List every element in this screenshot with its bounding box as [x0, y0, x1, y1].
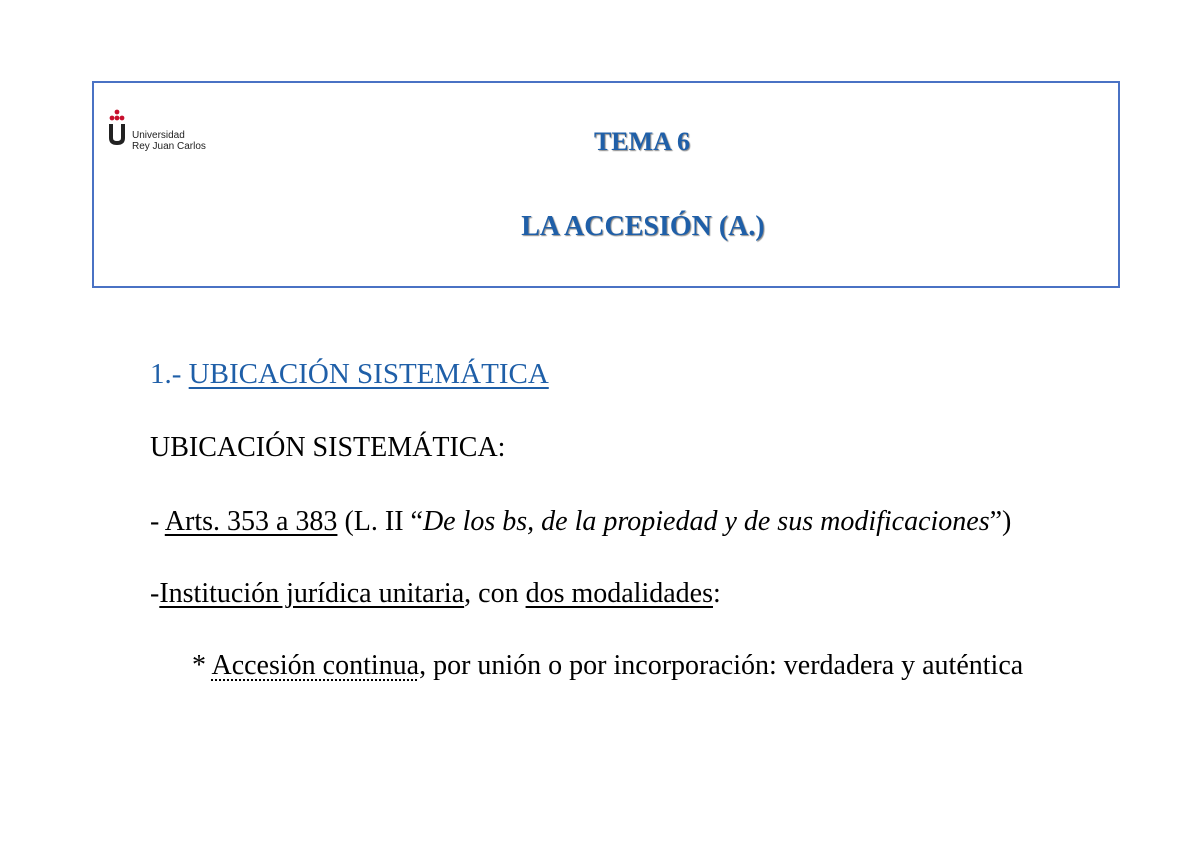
logo-line-1: Universidad: [132, 130, 185, 141]
accession-term: Accesión continua: [211, 650, 420, 681]
accession-bullet: *: [192, 650, 212, 681]
institution-end: :: [713, 578, 721, 609]
articles-paren-open: (L. II “: [337, 506, 423, 537]
section-title: UBICACIÓN SISTEMÁTICA: [188, 358, 549, 390]
articles-prefix: -: [150, 506, 165, 537]
section-heading: [150, 358, 549, 391]
accession-description: , por unión o por incorporación: verdadera y auténtica: [419, 650, 1024, 681]
articles-paren-close: ”): [989, 506, 1012, 537]
header-box: [92, 81, 1120, 288]
institution-mid: , con: [464, 578, 526, 609]
book-title: De los bs, de la propiedad y de sus modificaciones: [422, 506, 990, 537]
modalities-term: dos modalidades: [525, 578, 713, 609]
accession-line: [192, 650, 1023, 682]
articles-reference: Arts. 353 a 383: [164, 506, 338, 537]
articles-line: [150, 506, 1011, 538]
institution-term: Institución jurídica unitaria: [159, 578, 465, 609]
document-title: LA ACCESIÓN (A.): [521, 211, 765, 242]
tema-heading: TEMA 6: [593, 127, 691, 156]
institution-prefix: -: [150, 578, 160, 609]
subheading: UBICACIÓN SISTEMÁTICA:: [150, 432, 506, 463]
logo-line-2: Rey Juan Carlos: [132, 141, 206, 152]
section-number: 1.-: [150, 358, 182, 390]
institution-line: [150, 578, 721, 610]
